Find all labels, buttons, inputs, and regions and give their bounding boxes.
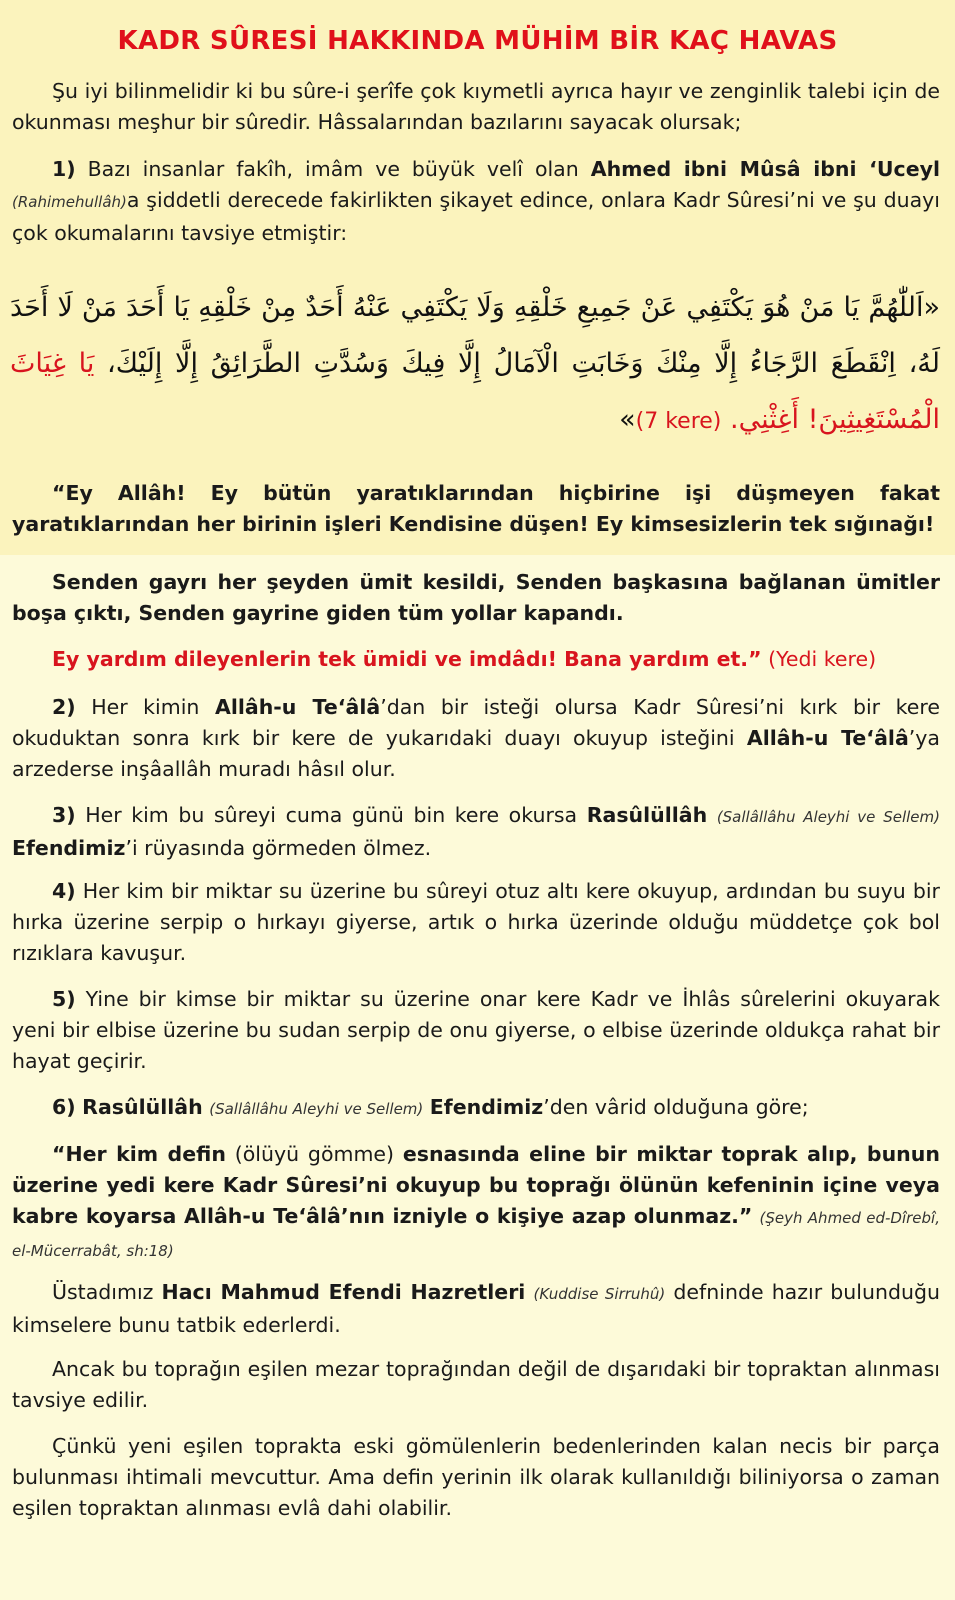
- item-5-paragraph: 5) Yine bir kimse bir miktar su üzerine onar kere Kadr ve İhlâs sûrelerini okuyarak yeni bir elbise üzerine bu sudan serpip de onu giyerse, o elbise üzerinde oldukça rahat bir hayat geçirir.: [12, 987, 940, 1073]
- person-name: Ahmed ibni Mûsâ ibni ‘Uceyl: [590, 157, 940, 181]
- ancak-paragraph: Ancak bu toprağın eşilen mezar toprağından değil de dışarıdaki bir topraktan alınması tavsiye edilir.: [12, 1357, 940, 1412]
- repeat-count: (7 kere): [635, 409, 722, 434]
- ustad-paragraph: Üstadımız Hacı Mahmud Efendi Hazretleri (Kuddise Sirruhû) defninde hazır bulunduğu kimselere bunu tatbik ederlerdi.: [12, 1280, 940, 1337]
- quote-source: (Şeyh Ahmed ed-Dîrebî, el-Mücerrabât, sh:18): [12, 1209, 940, 1260]
- item-1-paragraph: 1) Bazı insanlar fakîh, imâm ve büyük velî olan Ahmed ibni Mûsâ ibni ‘Uceyl (Rahimehullâh)a şiddetli derecede fakirlikten şikayet edince, onlara Kadr Sûresi’ni ve şu duayı çok okumalarını tavsiye etmiştir:: [12, 157, 940, 245]
- honorific: (Rahimehullâh): [12, 193, 127, 211]
- item-4-paragraph: 4) Her kim bir miktar su üzerine bu sûreyi otuz altı kere okuyup, ardından bu suyu bir hırka üzerine serpip o hırkayı giyerse, artık o hırka üzerinde olduğu müddetçe çok bol rızıklara kavuşur.: [12, 879, 940, 965]
- meaning-2: Senden gayrı her şeyden ümit kesildi, Senden başkasına bağlanan ümitler boşa çıktı, Senden gayrine giden tüm yollar kapandı.: [12, 570, 940, 625]
- arabic-dua: «اَللّٰهُمَّ يَا مَنْ هُوَ يَكْتَفِي عَنْ جَمِيعِ خَلْقِهِ وَلَا يَكْتَفِي عَنْهُ أَحَدٌ مِنْ خَلْقِهِ يَا أَحَدَ مَنْ لَا أَحَدَ لَهُ، اِنْقَطَعَ الرَّجَاءُ إِلَّا مِنْكَ وَخَابَتِ الْآمَالُ إِلَّا فِيكَ وَسُدَّتِ الطَّرَائِقُ إِلَّا إِلَيْكَ، يَا غِيَاثَ الْمُسْتَغِيثِينَ! أَغِثْنِي. (7 kere)»: [10, 292, 940, 435]
- meaning-1: “Ey Allâh! Ey bütün yaratıklarından hiçbirine işi düşmeyen fakat yaratıklarından her birinin işleri Kendisine düşen! Ey kimsesizlerin tek sığınağı!: [12, 481, 940, 536]
- item-1-number: 1): [52, 157, 76, 181]
- cunku-paragraph: Çünkü yeni eşilen toprakta eski gömülenlerin bedenlerinden kalan necis bir parça bulunması ihtimali mevcuttur. Ama defin yerinin ilk olarak kullanıldığı biliniyorsa o zaman eşilen topraktan alınması evlâ dahi olabilir.: [12, 1434, 940, 1520]
- item-6-paragraph: 6) Rasûlüllâh (Sallâllâhu Aleyhi ve Sellem) Efendimiz’den vârid olduğuna göre;: [52, 1095, 809, 1119]
- item-2-paragraph: 2) Her kimin Allâh-u Te‘âlâ’dan bir isteği olursa Kadr Sûresi’ni kırk bir kere okuduktan sonra kırk bir kere de yukarıdaki duayı okuyup isteğini Allâh-u Te‘âlâ’ya arzederse inşâallâh muradı hâsıl olur.: [12, 695, 940, 781]
- dua-text: اَللّٰهُمَّ يَا مَنْ هُوَ يَكْتَفِي عَنْ جَمِيعِ خَلْقِهِ وَلَا يَكْتَفِي عَنْهُ أَحَدٌ مِنْ خَلْقِهِ يَا أَحَدَ مَنْ لَا أَحَدَ لَهُ، اِنْقَطَعَ الرَّجَاءُ إِلَّا مِنْكَ وَخَابَتِ الْآمَالُ إِلَّا فِيكَ وَسُدَّتِ الطَّرَائِقُ إِلَّا إِلَيْكَ،: [10, 292, 940, 379]
- dua-plea: يَا غِيَاثَ الْمُسْتَغِيثِينَ! أَغِثْنِي.: [10, 348, 940, 435]
- quote-paragraph: “Her kim defin (ölüyü gömme) esnasında eline bir miktar toprak alıp, bunun üzerine yedi kere Kadr Sûresi’ni okuyup bu toprağı ölünün kefeninin içine veya kabre koyarsa Allâh-u Te‘âlâ’nın izniyle o kişiye azap olunmaz.” (Şeyh Ahmed ed-Dîrebî, el-Mücerrabât, sh:18): [12, 1142, 940, 1260]
- item-3-paragraph: 3) Her kim bu sûreyi cuma günü bin kere okursa Rasûlüllâh (Sallâllâhu Aleyhi ve Sellem) Efendimiz’i rüyasında görmeden ölmez.: [12, 803, 940, 860]
- page-title: KADR SÛRESİ HAKKINDA MÜHİM BİR KAÇ HAVAS: [117, 26, 838, 56]
- intro-paragraph: Şu iyi bilinmelidir ki bu sûre-i şerîfe çok kıymetli ayrıca hayır ve zenginlik talebi için de okunması meşhur bir sûredir. Hâssalarından bazılarını sayacak olursak;: [12, 79, 940, 134]
- meaning-3: Ey yardım dileyenlerin tek ümidi ve imdâdı! Bana yardım et.” (Yedi kere): [52, 647, 877, 671]
